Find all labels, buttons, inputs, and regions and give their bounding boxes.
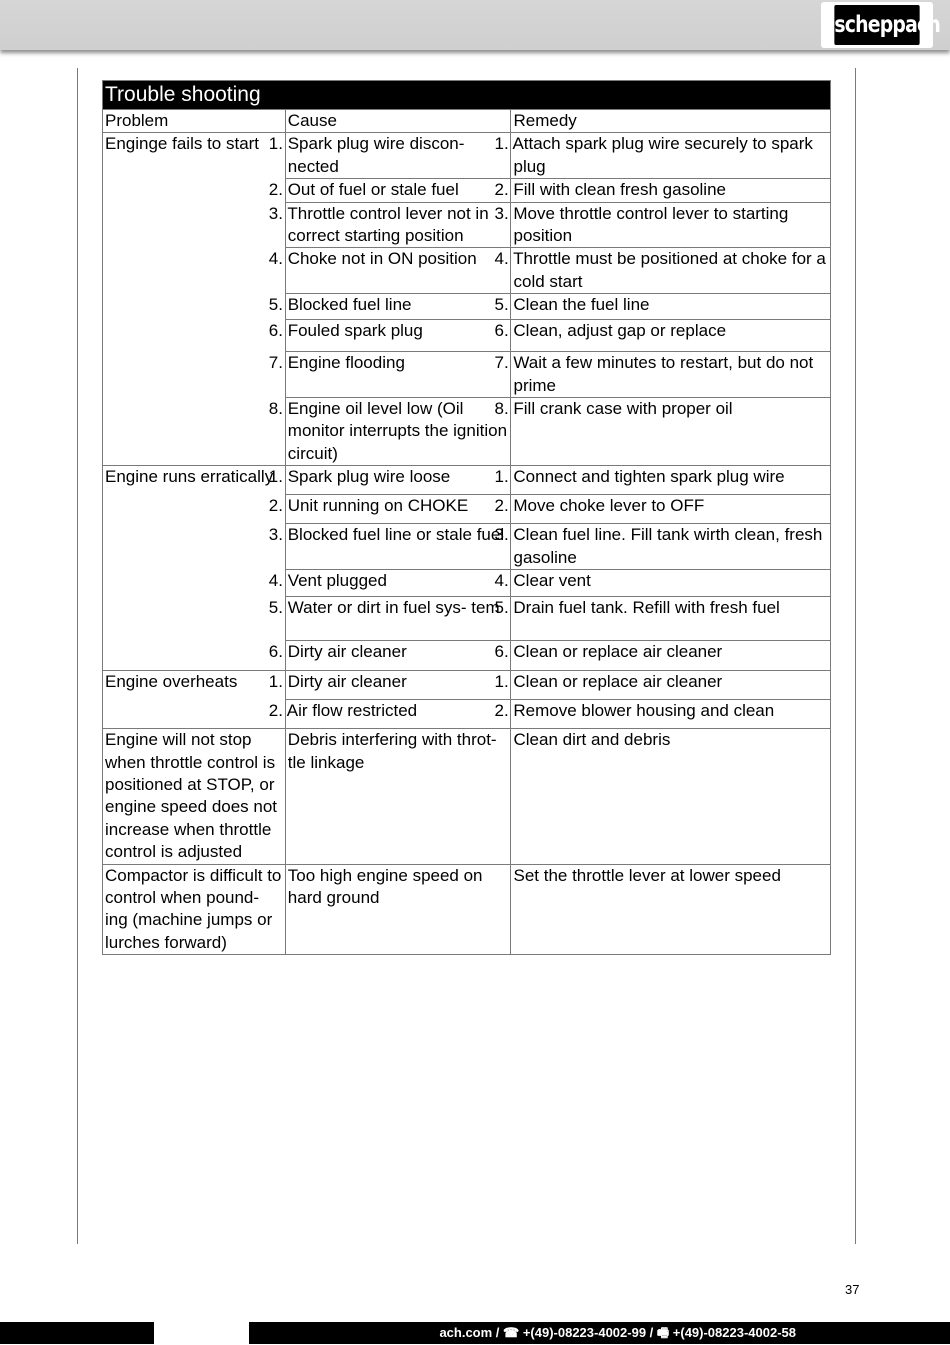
scheppach-logo: scheppach: [834, 5, 919, 45]
cause-cell: Too high engine speed on hard ground: [285, 864, 511, 955]
problem-cell-empty: [103, 700, 286, 729]
footer-contact: ach.com / ☎ +(49)-08223-4002-99 / 🖷 +(49)-08223-4002-58: [249, 1322, 950, 1344]
table-row: [103, 729, 831, 864]
table-row: [103, 179, 831, 202]
table-row: [103, 495, 831, 524]
cause-cell: 8. Engine oil level low (Oil monitor interrupts the ignition circuit): [285, 398, 511, 466]
problem-cell-empty: [103, 202, 286, 248]
problem-cell-empty: [103, 597, 286, 641]
problem-cell-empty: [103, 524, 286, 570]
cause-cell: 2. Air flow restricted: [285, 700, 511, 729]
remedy-cell: 2. Remove blower housing and clean: [511, 700, 831, 729]
problem-cell: Engine runs erratically: [103, 466, 286, 495]
table-title: Trouble shooting: [103, 81, 831, 110]
remedy-cell: 2. Move choke lever to OFF: [511, 495, 831, 524]
header-band: [0, 0, 950, 50]
cause-cell: 2. Unit running on CHOKE: [285, 495, 511, 524]
problem-cell-empty: [103, 570, 286, 597]
cause-cell: 2. Out of fuel or stale fuel: [285, 179, 511, 202]
table-row: [103, 320, 831, 352]
footer-bar-left: [0, 1322, 154, 1344]
table-row: [103, 597, 831, 641]
remedy-cell: 7. Wait a few minutes to restart, but do not prime: [511, 352, 831, 398]
header-problem: Problem: [103, 110, 286, 133]
problem-cell-empty: [103, 294, 286, 320]
cause-cell: 5. Water or dirt in fuel sys- tem: [285, 597, 511, 641]
problem-cell: Compactor is difficult to control when pound- ing (machine jumps or lurches forward): [103, 864, 286, 955]
trouble-shooting-table: [102, 80, 831, 955]
cause-cell: 3. Throttle control lever not in correct starting position: [285, 202, 511, 248]
remedy-cell: 3. Clean fuel line. Fill tank wirth clean, fresh gasoline: [511, 524, 831, 570]
right-margin-line: [855, 68, 856, 1244]
cause-cell: 4. Choke not in ON position: [285, 248, 511, 294]
remedy-cell: 8. Fill crank case with proper oil: [511, 398, 831, 466]
remedy-cell: 6. Clean or replace air cleaner: [511, 641, 831, 671]
header-cause: Cause: [285, 110, 511, 133]
cause-cell: 6. Dirty air cleaner: [285, 641, 511, 671]
table-row: [103, 671, 831, 700]
problem-cell-empty: [103, 179, 286, 202]
problem-cell: Engine overheats: [103, 671, 286, 700]
cause-cell: 5. Blocked fuel line: [285, 294, 511, 320]
table-row: [103, 294, 831, 320]
remedy-cell: 1. Connect and tighten spark plug wire: [511, 466, 831, 495]
cause-cell: 1. Spark plug wire loose: [285, 466, 511, 495]
cause-cell: 1. Spark plug wire discon- nected: [285, 133, 511, 179]
cause-cell: 6. Fouled spark plug: [285, 320, 511, 352]
remedy-cell: 1. Attach spark plug wire securely to spark plug: [511, 133, 831, 179]
table-row: [103, 466, 831, 495]
cause-cell: 3. Blocked fuel line or stale fuel: [285, 524, 511, 570]
problem-cell-empty: [103, 641, 286, 671]
remedy-cell: 5. Clean the fuel line: [511, 294, 831, 320]
problem-cell: Engine will not stop when throttle control is positioned at STOP, or engine speed does not increase when throttle control is adjusted: [103, 729, 286, 864]
table-row: [103, 641, 831, 671]
left-margin-line: [77, 68, 78, 1244]
remedy-cell: 6. Clean, adjust gap or replace: [511, 320, 831, 352]
remedy-cell: Set the throttle lever at lower speed: [511, 864, 831, 955]
page-number: 37: [845, 1282, 860, 1297]
remedy-cell: 5. Drain fuel tank. Refill with fresh fuel: [511, 597, 831, 641]
header-remedy: Remedy: [511, 110, 831, 133]
remedy-cell: 4. Clear vent: [511, 570, 831, 597]
problem-cell: Enginge fails to start: [103, 133, 286, 179]
cause-cell: Debris interfering with throt- tle linkage: [285, 729, 511, 864]
remedy-cell: Clean dirt and debris: [511, 729, 831, 864]
table-body: [103, 133, 831, 955]
table-row: [103, 570, 831, 597]
table-row: [103, 864, 831, 955]
brand-logo-box: [821, 2, 940, 48]
problem-cell-empty: [103, 352, 286, 398]
cause-cell: 4. Vent plugged: [285, 570, 511, 597]
table-row: [103, 352, 831, 398]
problem-cell-empty: [103, 495, 286, 524]
remedy-cell: 2. Fill with clean fresh gasoline: [511, 179, 831, 202]
remedy-cell: 1. Clean or replace air cleaner: [511, 671, 831, 700]
problem-cell-empty: [103, 398, 286, 466]
remedy-cell: 3. Move throttle control lever to starting position: [511, 202, 831, 248]
table-row: [103, 398, 831, 466]
cause-cell: 1. Dirty air cleaner: [285, 671, 511, 700]
table-row: [103, 202, 831, 248]
table-row: [103, 248, 831, 294]
table-row: [103, 524, 831, 570]
table-row: [103, 133, 831, 179]
table-row: [103, 700, 831, 729]
remedy-cell: 4. Throttle must be positioned at choke for a cold start: [511, 248, 831, 294]
cause-cell: 7. Engine flooding: [285, 352, 511, 398]
problem-cell-empty: [103, 248, 286, 294]
problem-cell-empty: [103, 320, 286, 352]
